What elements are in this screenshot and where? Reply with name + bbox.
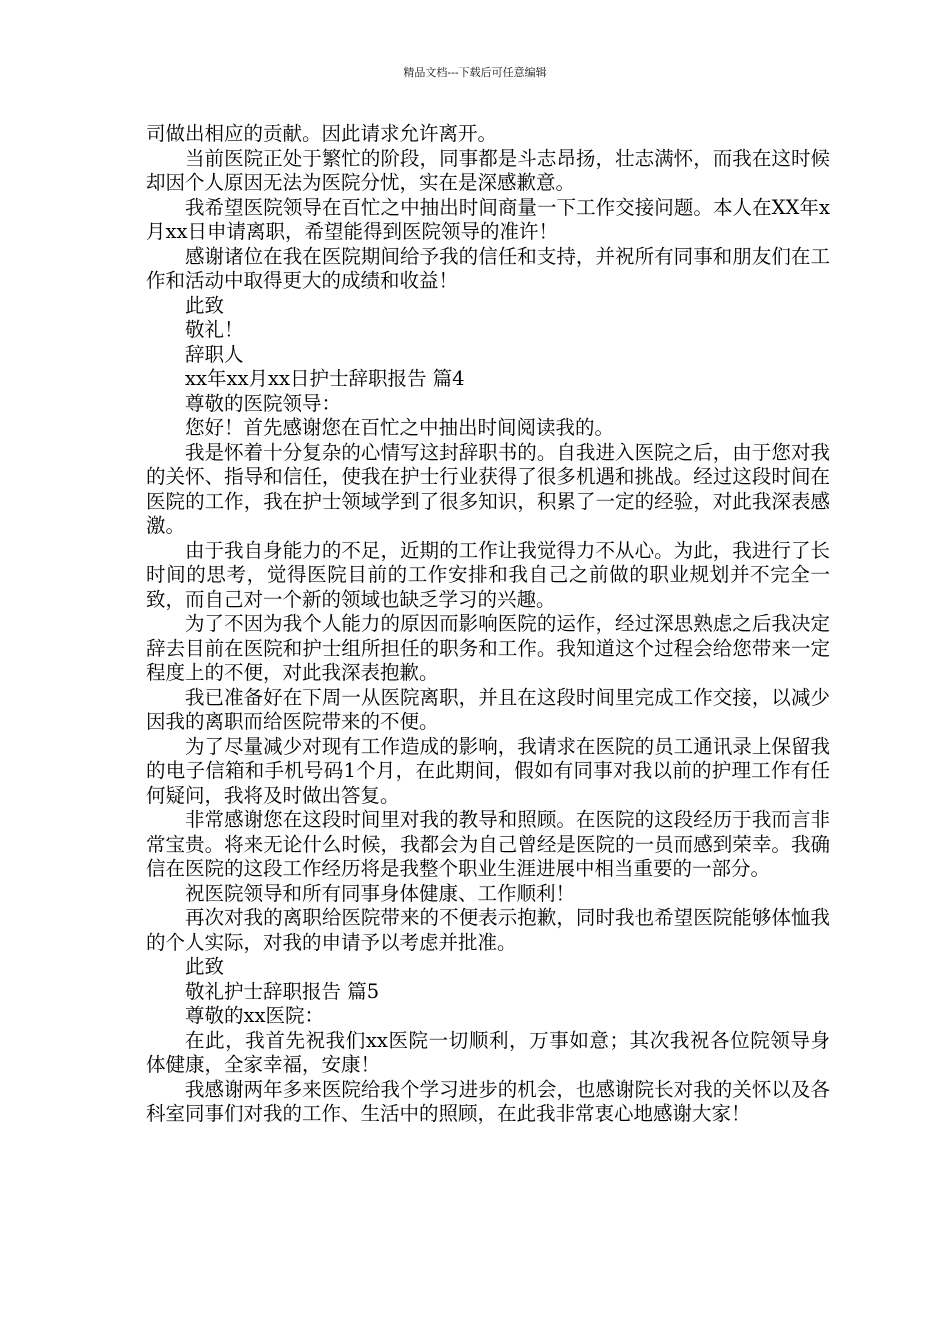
paragraph: 我已准备好在下周一从医院离职，并且在这段时间里完成工作交接，以减少因我的离职而给医院带来的不便。: [146, 685, 830, 733]
document-body: [146, 122, 830, 1127]
closing-line: 此致: [185, 955, 225, 978]
paragraph: 再次对我的离职给医院带来的不便表示抱歉，同时我也希望医院能够体恤我的个人实际，对我的申请予以考虑并批准。: [146, 906, 830, 954]
paragraph: 在此，我首先祝我们xx医院一切顺利，万事如意；其次我祝各位院领导身体健康，全家幸福，安康！: [146, 1028, 830, 1076]
section-heading: xx年xx月xx日护士辞职报告 篇4: [185, 367, 465, 390]
paragraph: 您好！首先感谢您在百忙之中抽出时间阅读我的。: [185, 416, 615, 439]
paragraph: 非常感谢您在这段时间里对我的教导和照顾。在医院的这段经历于我而言非常宝贵。将来无论什么时候，我都会为自己曾经是医院的一员而感到荣幸。我确信在医院的这段工作经历将是我整个职业生涯进展中相当重要的一部分。: [146, 808, 830, 880]
paragraph: 感谢诸位在我在医院期间给予我的信任和支持，并祝所有同事和朋友们在工作和活动中取得更大的成绩和收益！: [146, 244, 830, 292]
paragraph: 我感谢两年多来医院给我个学习进步的机会，也感谢院长对我的关怀以及各科室同事们对我的工作、生活中的照顾，在此我非常衷心地感谢大家！: [146, 1077, 830, 1125]
page-header: 精品文档---下载后可任意编辑: [403, 66, 547, 79]
paragraph: 我希望医院领导在百忙之中抽出时间商量一下工作交接问题。本人在XX年x月xx日申请离职，希望能得到医院领导的准许！: [146, 195, 830, 243]
closing-line: 敬礼！: [185, 318, 244, 341]
paragraph: 当前医院正处于繁忙的阶段，同事都是斗志昂扬，壮志满怀，而我在这时候却因个人原因无法为医院分忧，实在是深感歉意。: [146, 146, 830, 194]
paragraph: 祝医院领导和所有同事身体健康、工作顺利！: [185, 881, 576, 905]
salutation: 尊敬的医院领导：: [185, 391, 342, 415]
paragraph: 由于我自身能力的不足，近期的工作让我觉得力不从心。为此，我进行了长时间的思考，觉得医院目前的工作安排和我自己之前做的职业规划并不完全一致，而自己对一个新的领域也缺乏学习的兴趣。: [146, 538, 830, 611]
closing-line: 此致: [185, 293, 225, 317]
paragraph: 为了不因为我个人能力的原因而影响医院的运作，经过深思熟虑之后我决定辞去目前在医院和护士组所担任的职务和工作。我知道这个过程会给您带来一定程度上的不便，对此我深表抱歉。: [146, 612, 830, 684]
paragraph: 我是怀着十分复杂的心情写这封辞职书的。自我进入医院之后，由于您对我的关怀、指导和信任，使我在护士行业获得了很多机遇和挑战。经过这段时间在医院的工作，我在护士领域学到了很多知识，积累了一定的经验，对此我深表感激。: [146, 440, 830, 537]
section-heading: 敬礼护士辞职报告 篇5: [185, 979, 380, 1003]
salutation: 尊敬的xx医院：: [185, 1004, 324, 1027]
signature-line: 辞职人: [185, 342, 244, 366]
paragraph: 为了尽量减少对现有工作造成的影响，我请求在医院的员工通讯录上保留我的电子信箱和手机号码1个月，在此期间，假如有同事对我以前的护理工作有任何疑问，我将及时做出答复。: [146, 734, 830, 807]
paragraph: 司做出相应的贡献。因此请求允许离开。: [146, 122, 498, 145]
